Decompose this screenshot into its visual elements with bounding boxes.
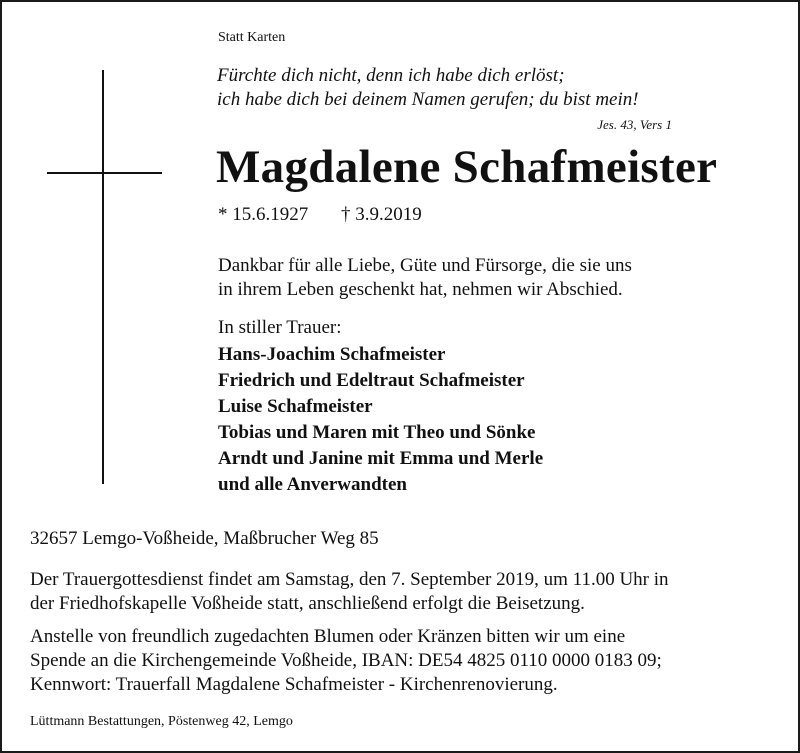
deceased-name: Magdalene Schafmeister [216,141,718,193]
mourner-item: Hans-Joachim Schafmeister [218,344,446,365]
mourning-intro: In stiller Trauer: [218,317,342,338]
mourner-item: Tobias und Maren mit Theo und Sönke [218,422,536,443]
donation-line-2: Spende an die Kirchengemeinde Voßheide, IBAN: DE54 4825 0110 0000 0183 09; [30,650,662,671]
donation-line-3: Kennwort: Trauerfall Magdalene Schafmeister - Kirchenrenovierung. [30,674,558,695]
verse-line-2: ich habe dich bei deinem Namen gerufen; du bist mein! [217,89,639,110]
address: 32657 Lemgo-Voßheide, Maßbrucher Weg 85 [30,528,379,549]
verse-line-1: Fürchte dich nicht, denn ich habe dich erlöst; [217,65,565,86]
mourners-list [218,342,543,498]
cross-icon-horizontal [47,172,162,174]
service-line-2: der Friedhofskapelle Voßheide statt, anschließend erfolgt die Beisetzung. [30,593,585,614]
footer-funeral-home: Lüttmann Bestattungen, Pöstenweg 42, Lemgo [30,714,293,729]
mourner-item: und alle Anverwandten [218,474,407,495]
verse-reference: Jes. 43, Vers 1 [597,117,672,132]
header-note: Statt Karten [218,30,286,45]
birth-date: * 15.6.1927 [218,204,309,225]
service-line-1: Der Trauergottesdienst findet am Samstag, den 7. September 2019, um 11.00 Uhr in [30,569,669,590]
mourner-item: Arndt und Janine mit Emma und Merle [218,448,544,469]
mourner-item: Friedrich und Edeltraut Schafmeister [218,370,525,391]
death-date: † 3.9.2019 [341,204,422,225]
thanks-line-1: Dankbar für alle Liebe, Güte und Fürsorge, die sie uns [218,255,632,276]
mourner-item: Luise Schafmeister [218,396,373,417]
cross-icon-vertical [102,70,104,484]
thanks-line-2: in ihrem Leben geschenkt hat, nehmen wir Abschied. [218,279,623,300]
donation-line-1: Anstelle von freundlich zugedachten Blumen oder Kränzen bitten wir um eine [30,626,626,647]
